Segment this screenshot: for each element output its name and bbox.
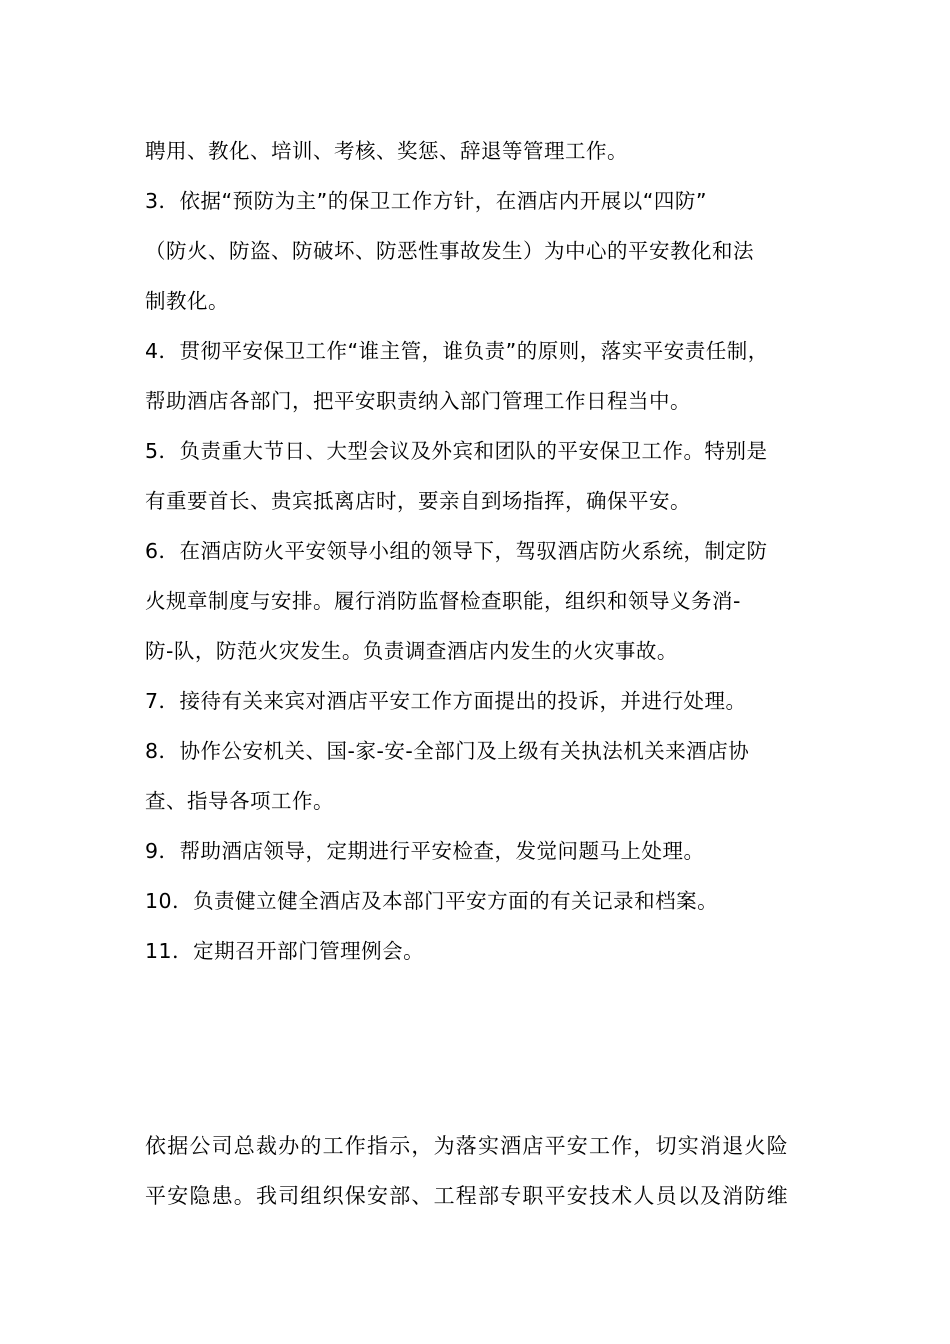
text-line: 10．负责健立健全酒店及本部门平安方面的有关记录和档案。 [145, 889, 719, 913]
text-line: 6．在酒店防火平安领导小组的领导下，驾驭酒店防火系统，制定防 [145, 539, 768, 563]
text-line: 制教化。 [145, 289, 229, 313]
text-line: 5．负责重大节日、大型会议及外宾和团队的平安保卫工作。特别是 [145, 439, 768, 463]
text-line: 4．贯彻平安保卫工作“谁主管，谁负责”的原则，落实平安责任制， [145, 339, 769, 363]
closing-text-line: 平安隐患。我司组织保安部、工程部专职平安技术人员以及消防维 [145, 1184, 789, 1208]
text-line: 7．接待有关来宾对酒店平安工作方面提出的投诉，并进行处理。 [145, 689, 747, 713]
text-line: 防-队，防范火灾发生。负责调查酒店内发生的火灾事故。 [145, 639, 678, 663]
closing-text-line: 依据公司总裁办的工作指示，为落实酒店平安工作，切实消退火险 [145, 1134, 789, 1158]
text-line: 3．依据“预防为主”的保卫工作方针，在酒店内开展以“四防” [145, 189, 708, 213]
text-line: 有重要首长、贵宾抵离店时，要亲自到场指挥，确保平安。 [145, 489, 691, 513]
text-line: 查、指导各项工作。 [145, 789, 334, 813]
text-line: 11．定期召开部门管理例会。 [145, 939, 425, 963]
text-line: 聘用、教化、培训、考核、奖惩、辞退等管理工作。 [145, 139, 628, 163]
text-line: 9．帮助酒店领导，定期进行平安检查，发觉问题马上处理。 [145, 839, 705, 863]
text-line: 帮助酒店各部门，把平安职责纳入部门管理工作日程当中。 [145, 389, 691, 413]
text-line: （防火、防盗、防破坏、防恶性事故发生）为中心的平安教化和法 [145, 239, 754, 263]
text-line: 8．协作公安机关、国-家-安-全部门及上级有关执法机关来酒店协 [145, 739, 750, 763]
text-line: 火规章制度与安排。履行消防监督检查职能，组织和领导义务消- [145, 589, 741, 613]
